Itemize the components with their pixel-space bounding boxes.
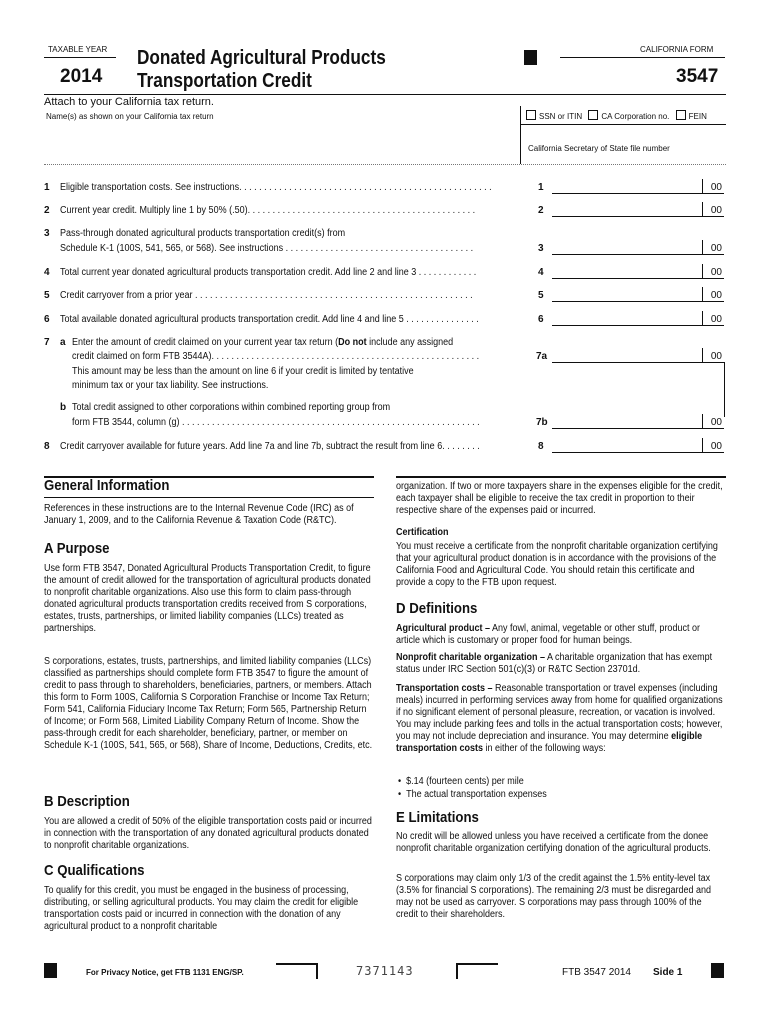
ca-corp-checkbox[interactable] (588, 110, 598, 120)
ca-corp-option-label: CA Corporation no. (601, 112, 670, 121)
transportation-costs-definition: Transportation costs – Reasonable transportation or travel expenses (including meals) incurred in performing services away from home for qualified organizations if no significant element of personal pleasure, recreation, or vacation is involved. You may include parking fees and tolls in the actual transportation costs; however, you may not include depreciation and insurance. You may determine eligible transportation costs in either of the following ways: (396, 683, 723, 754)
line-ref: 4 (538, 267, 544, 278)
section-a-paragraph-1: Use form FTB 3547, Donated Agricultural Products Transportation Credit, to figure the amount of credit allowed for the transportation of agricultural products donated to nonprofit charitable organizations. Also use this form to claim pass-through donated agricultural products transportation credits received from S corporations, estates, trusts, partnerships, or limited liability companies (LLCs) treated as partnerships. (44, 563, 371, 634)
fein-checkbox[interactable] (676, 110, 686, 120)
line-text: Pass-through donated agricultural products transportation credit(s) from (60, 228, 346, 239)
line-number: 5 (44, 290, 50, 301)
line-ref: 1 (538, 182, 544, 193)
form-number: 3547 (676, 66, 719, 87)
line-ref: 6 (538, 314, 544, 325)
line-ref: 8 (538, 441, 544, 452)
form-code: 7371143 (356, 964, 414, 978)
fein-option-label: FEIN (688, 112, 707, 121)
names-label: Name(s) as shown on your California tax return (46, 112, 214, 121)
line-2-amount[interactable] (552, 205, 724, 217)
general-info-underline (44, 497, 374, 498)
line-text: Total current year donated agricultural products transportation credit. Add line 2 and line 3 . . . . . . . . . . . . (60, 267, 477, 278)
line-ref: 2 (538, 205, 544, 216)
line-7a-text: Enter the amount of credit claimed on your current year tax return (Do not include any assigned (72, 337, 454, 348)
line-text-cont: Schedule K-1 (100S, 541, 565, or 568). See instructions . . . . . . . . . . . . . . . . . . . . . . . . . . . . . . . . . . . . . . (60, 243, 474, 254)
line-7a-label: a (60, 337, 66, 348)
cents: 00 (710, 290, 722, 301)
line-7a-note: This amount may be less than the amount on line 6 if your credit is limited by tentative (72, 366, 414, 377)
section-e-paragraph-2: S corporations may claim only 1/3 of the credit against the 1.5% entity-level tax (3.5% for financial S corporations). The remaining 2/3 must be disregarded and may not be used as carryover. S corporations may pass through 100% of the credit to their shareholders. (396, 873, 712, 920)
cents: 00 (710, 182, 722, 193)
cents: 00 (710, 417, 722, 428)
cents: 00 (710, 314, 722, 325)
line-7b-amount[interactable] (552, 417, 724, 429)
nonprofit-definition: Nonprofit charitable organization – A charitable organization that has exempt status under IRC Section 501(c)(3) or R&TC Section 23701d. (396, 652, 713, 675)
general-information-heading: General Information (44, 477, 170, 494)
bullet-item: • The actual transportation expenses (398, 789, 547, 800)
line-7-right-rule (724, 362, 725, 417)
cents: 00 (710, 441, 722, 452)
corner-mark-right (456, 963, 498, 979)
line-text: Eligible transportation costs. See instructions. . . . . . . . . . . . . . . . . . . . . . . . . . . . . . . . . . . . . . . . . . . . . . . . . . . (60, 182, 492, 193)
form-rule (560, 57, 725, 58)
section-c-heading: C Qualifications (44, 862, 145, 879)
line-8-amount[interactable] (552, 441, 724, 453)
id-type-options (526, 110, 707, 121)
certification-paragraph: You must receive a certificate from the nonprofit charitable organization certifying that your agricultural product donation is in accordance with the provisions of the California Food and Agricultural Code. You should retain this certificate and provide a copy to the FTB upon request. (396, 541, 718, 588)
line-ref-7b: 7b (536, 417, 548, 428)
line-7a-text-cont: credit claimed on form FTB 3544A). . . . . . . . . . . . . . . . . . . . . . . . . . . . . . . . . . . . . . . . . . . . . . . . . . . . . . (72, 351, 480, 362)
id-number-field[interactable] (521, 124, 726, 141)
line-number: 1 (44, 182, 50, 193)
line-7a-note-cont: minimum tax or your tax liability. See instructions. (72, 380, 269, 391)
line-ref: 5 (538, 290, 544, 301)
california-form-label: CALIFORNIA FORM (640, 45, 714, 54)
registration-mark-top (524, 50, 537, 65)
line-number: 7 (44, 337, 50, 348)
line-ref: 3 (538, 243, 544, 254)
section-d-heading: D Definitions (396, 600, 478, 617)
line-7b-text-cont: form FTB 3544, column (g) . . . . . . . . . . . . . . . . . . . . . . . . . . . . . . . . . . . . . . . . . . . . . . . . . . . . . . . . . . . . (72, 417, 480, 428)
form-title-line2: Transportation Credit (137, 70, 312, 92)
line-text: Credit carryover available for future years. Add line 7a and line 7b, subtract the result from line 6. . . . . . . . (60, 441, 480, 452)
continued-paragraph: organization. If two or more taxpayers share in the expenses eligible for the credit, each taxpayer shall be eligible to receive the tax credit in proportion to their respective share of the expenses paid or incurred. (396, 481, 723, 516)
cents: 00 (710, 243, 722, 254)
line-ref-7a: 7a (536, 351, 548, 362)
line-text: Current year credit. Multiply line 1 by 50% (.50). . . . . . . . . . . . . . . . . . . . . . . . . . . . . . . . . . . . . . . . . . . . . . (60, 205, 476, 216)
line-4-amount[interactable] (552, 267, 724, 279)
line-1-amount[interactable] (552, 182, 724, 194)
line-7b-label: b (60, 402, 67, 413)
line-text: Total available donated agricultural products transportation credit. Add line 4 and line 5 . . . . . . . . . . . . . . . (60, 314, 479, 325)
name-field[interactable] (44, 124, 520, 162)
instructions-rule-right (396, 476, 726, 478)
footer-side: Side 1 (653, 967, 683, 978)
footer-form-label: FTB 3547 2014 (562, 967, 631, 978)
line-number: 2 (44, 205, 50, 216)
agricultural-product-definition: Agricultural product – Any fowl, animal, vegetable or other stuff, product or article which is customary or proper food for human beings. (396, 623, 700, 646)
line-7a-amount[interactable] (552, 351, 724, 363)
line-number: 6 (44, 314, 50, 325)
ssn-checkbox[interactable] (526, 110, 536, 120)
line-text: Credit carryover from a prior year . . . . . . . . . . . . . . . . . . . . . . . . . . . . . . . . . . . . . . . . . . . . . . . . . . . . . . . . (60, 290, 473, 301)
section-a-heading: A Purpose (44, 540, 110, 557)
form-title-line1: Donated Agricultural Products (137, 47, 386, 69)
certification-heading: Certification (396, 527, 449, 538)
header-bottom-rule (44, 164, 726, 165)
line-7b-text: Total credit assigned to other corporations within combined reporting group from (72, 402, 391, 413)
registration-mark-bottom-left (44, 963, 57, 978)
section-c-paragraph: To qualify for this credit, you must be engaged in the business of processing, distributing, or selling agricultural products. You may claim the credit for eligible transportation costs paid or incurred in connection with the donation of any agricultural product to a nonprofit charitable (44, 885, 359, 932)
line-3-amount[interactable] (552, 243, 724, 255)
line-6-amount[interactable] (552, 314, 724, 326)
bullet-item: • $.14 (fourteen cents) per mile (398, 776, 524, 787)
section-e-heading: E Limitations (396, 809, 479, 826)
registration-mark-bottom-right (711, 963, 724, 978)
line-number: 3 (44, 228, 50, 239)
cents: 00 (710, 351, 722, 362)
line-number: 8 (44, 441, 50, 452)
section-b-paragraph: You are allowed a credit of 50% of the eligible transportation costs paid or incurred in connection with the transportation of any donated agricultural products donated to nonprofit charitable organizations. (44, 816, 372, 851)
line-number: 4 (44, 267, 50, 278)
line-5-amount[interactable] (552, 290, 724, 302)
cents: 00 (710, 205, 722, 216)
section-a-paragraph-2: S corporations, estates, trusts, partnerships, and limited liability companies (LLCs) classified as partnerships should complete form FTB 3547 to figure the amount of credit to pass through to shareholders, beneficiaries, partners, or members. Attach this form to Form 100S, California S Corporation Franchise or Income Tax Return; Form 541, California Fiduciary Income Tax Return; Form 565, Partnership Return of Income; or Form 568, Limited Liability Company Return of Income. Show the pass-through credit for each shareholder, beneficiary, partner, or member on Schedule K-1 (100S, 541, 565, or 568), Share of Income, Deductions, Credits, etc. (44, 656, 373, 751)
section-e-paragraph-1: No credit will be allowed unless you have received a certificate from the donee nonprofit charitable organization certifying donation of the agricultural products. (396, 831, 711, 854)
tax-year: 2014 (60, 66, 103, 87)
year-rule (44, 57, 116, 58)
attach-instruction: Attach to your California tax return. (44, 96, 214, 108)
general-info-text: References in these instructions are to the Internal Revenue Code (IRC) as of January 1, 2009, and to the California Revenue & Taxation Code (R&TC). (44, 503, 354, 526)
privacy-notice: For Privacy Notice, get FTB 1131 ENG/SP. (86, 968, 244, 977)
ssn-option-label: SSN or ITIN (539, 112, 583, 121)
sos-file-label: California Secretary of State file number (528, 144, 670, 153)
taxable-year-label: TAXABLE YEAR (48, 45, 108, 54)
cents: 00 (710, 267, 722, 278)
section-b-heading: B Description (44, 793, 130, 810)
corner-mark-left (276, 963, 318, 979)
header-rule (44, 94, 726, 95)
